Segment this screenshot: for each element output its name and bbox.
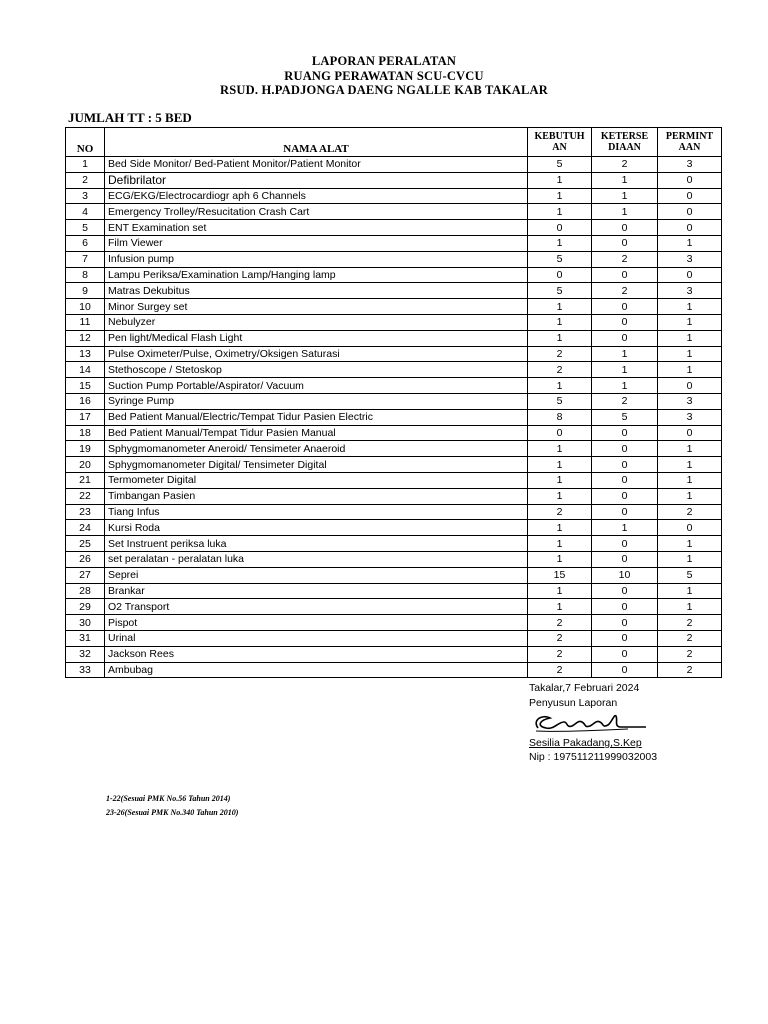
row-no: 1 (66, 157, 105, 173)
row-name: Lampu Periksa/Examination Lamp/Hanging lamp (105, 267, 528, 283)
report-date: Takalar,7 Februari 2024 (529, 682, 640, 694)
row-ketersediaan: 1 (592, 172, 658, 188)
row-kebutuhan: 2 (528, 615, 592, 631)
row-name: Pen light/Medical Flash Light (105, 330, 528, 346)
row-no: 29 (66, 599, 105, 615)
signature (528, 710, 648, 736)
footnote-2: 23-26(Sesuai PMK No.340 Tahun 2010) (106, 808, 239, 817)
table-row (66, 551, 722, 567)
row-kebutuhan: 1 (528, 188, 592, 204)
row-ketersediaan: 5 (592, 409, 658, 425)
row-name: Termometer Digital (105, 472, 528, 488)
row-no: 13 (66, 346, 105, 362)
row-permintaan: 1 (658, 299, 722, 315)
table-row (66, 662, 722, 678)
table-row (66, 378, 722, 394)
row-permintaan: 2 (658, 615, 722, 631)
row-kebutuhan: 1 (528, 520, 592, 536)
row-name: set peralatan - peralatan luka (105, 551, 528, 567)
row-no: 15 (66, 378, 105, 394)
row-no: 6 (66, 235, 105, 251)
row-permintaan: 1 (658, 235, 722, 251)
penyusun-label: Penyusun Laporan (529, 697, 618, 709)
table-row (66, 425, 722, 441)
row-ketersediaan: 0 (592, 551, 658, 567)
row-permintaan: 1 (658, 536, 722, 552)
table-row (66, 599, 722, 615)
row-name: Defibrilator (105, 172, 528, 188)
row-no: 21 (66, 472, 105, 488)
row-permintaan: 1 (658, 457, 722, 473)
row-no: 22 (66, 488, 105, 504)
table-row (66, 409, 722, 425)
row-ketersediaan: 0 (592, 472, 658, 488)
row-kebutuhan: 2 (528, 362, 592, 378)
table-row (66, 488, 722, 504)
row-no: 32 (66, 646, 105, 662)
row-permintaan: 5 (658, 567, 722, 583)
row-name: Jackson Rees (105, 646, 528, 662)
row-name: Set Instruent periksa luka (105, 536, 528, 552)
row-name: Ambubag (105, 662, 528, 678)
row-ketersediaan: 0 (592, 662, 658, 678)
row-ketersediaan: 0 (592, 441, 658, 457)
row-name: Bed Patient Manual/Tempat Tidur Pasien Manual (105, 425, 528, 441)
row-ketersediaan: 0 (592, 267, 658, 283)
table-row (66, 235, 722, 251)
row-kebutuhan: 1 (528, 551, 592, 567)
row-no: 25 (66, 536, 105, 552)
table-row (66, 157, 722, 173)
row-kebutuhan: 0 (528, 425, 592, 441)
row-name: Seprei (105, 567, 528, 583)
row-kebutuhan: 1 (528, 172, 592, 188)
row-permintaan: 1 (658, 346, 722, 362)
row-ketersediaan: 2 (592, 283, 658, 299)
row-no: 30 (66, 615, 105, 631)
row-name: Nebulyzer (105, 314, 528, 330)
row-kebutuhan: 15 (528, 567, 592, 583)
row-name: Stethoscope / Stetoskop (105, 362, 528, 378)
row-name: Timbangan Pasien (105, 488, 528, 504)
table-row (66, 615, 722, 631)
table-row (66, 583, 722, 599)
row-permintaan: 1 (658, 551, 722, 567)
row-ketersediaan: 1 (592, 362, 658, 378)
table-row (66, 362, 722, 378)
row-ketersediaan: 1 (592, 188, 658, 204)
row-ketersediaan: 0 (592, 299, 658, 315)
table-row (66, 393, 722, 409)
header-kebutuhan: KEBUTUH AN (528, 128, 592, 157)
row-ketersediaan: 0 (592, 235, 658, 251)
table-row (66, 314, 722, 330)
row-ketersediaan: 2 (592, 393, 658, 409)
row-kebutuhan: 2 (528, 662, 592, 678)
row-name: O2 Transport (105, 599, 528, 615)
table-row (66, 346, 722, 362)
table-row (66, 504, 722, 520)
table-row (66, 283, 722, 299)
row-permintaan: 3 (658, 393, 722, 409)
row-ketersediaan: 0 (592, 646, 658, 662)
row-name: Pispot (105, 615, 528, 631)
header-no: NO (66, 128, 105, 157)
row-kebutuhan: 2 (528, 504, 592, 520)
header-name: NAMA ALAT (105, 128, 528, 157)
row-kebutuhan: 1 (528, 472, 592, 488)
table-row (66, 457, 722, 473)
row-permintaan: 1 (658, 472, 722, 488)
row-ketersediaan: 1 (592, 520, 658, 536)
signer-nip: Nip : 197511211999032003 (529, 751, 658, 763)
signer-name: Sesilia Pakadang,S.Kep (529, 737, 642, 749)
row-no: 16 (66, 393, 105, 409)
row-permintaan: 0 (658, 378, 722, 394)
row-ketersediaan: 2 (592, 157, 658, 173)
row-kebutuhan: 2 (528, 646, 592, 662)
table-row (66, 567, 722, 583)
row-ketersediaan: 0 (592, 425, 658, 441)
row-no: 10 (66, 299, 105, 315)
row-name: Matras Dekubitus (105, 283, 528, 299)
row-kebutuhan: 5 (528, 283, 592, 299)
row-ketersediaan: 0 (592, 599, 658, 615)
table-row (66, 441, 722, 457)
row-permintaan: 1 (658, 330, 722, 346)
row-no: 17 (66, 409, 105, 425)
row-no: 20 (66, 457, 105, 473)
row-kebutuhan: 1 (528, 330, 592, 346)
table-row (66, 267, 722, 283)
row-no: 18 (66, 425, 105, 441)
row-permintaan: 1 (658, 583, 722, 599)
row-permintaan: 0 (658, 204, 722, 220)
row-ketersediaan: 1 (592, 346, 658, 362)
row-name: Tiang Infus (105, 504, 528, 520)
row-name: ECG/EKG/Electrocardiogr aph 6 Channels (105, 188, 528, 204)
table-row (66, 299, 722, 315)
row-kebutuhan: 5 (528, 251, 592, 267)
row-name: Film Viewer (105, 235, 528, 251)
row-permintaan: 1 (658, 488, 722, 504)
table-row (66, 204, 722, 220)
table-row (66, 630, 722, 646)
row-name: Sphygmomanometer Digital/ Tensimeter Digital (105, 457, 528, 473)
row-kebutuhan: 5 (528, 157, 592, 173)
row-kebutuhan: 1 (528, 235, 592, 251)
row-permintaan: 0 (658, 188, 722, 204)
row-kebutuhan: 1 (528, 599, 592, 615)
row-permintaan: 2 (658, 646, 722, 662)
footnote-1: 1-22(Sesuai PMK No.56 Tahun 2014) (106, 794, 231, 803)
table-row (66, 536, 722, 552)
table-row (66, 220, 722, 236)
row-permintaan: 1 (658, 362, 722, 378)
row-no: 28 (66, 583, 105, 599)
row-no: 5 (66, 220, 105, 236)
row-ketersediaan: 0 (592, 314, 658, 330)
row-kebutuhan: 5 (528, 393, 592, 409)
row-no: 8 (66, 267, 105, 283)
row-kebutuhan: 1 (528, 441, 592, 457)
header-ketersediaan: KETERSE DIAAN (592, 128, 658, 157)
row-permintaan: 0 (658, 425, 722, 441)
row-ketersediaan: 0 (592, 220, 658, 236)
report-title: LAPORAN PERALATAN (311, 54, 457, 68)
row-ketersediaan: 0 (592, 615, 658, 631)
row-kebutuhan: 1 (528, 488, 592, 504)
table-row (66, 188, 722, 204)
row-permintaan: 2 (658, 630, 722, 646)
row-name: Minor Surgey set (105, 299, 528, 315)
row-name: Bed Patient Manual/Electric/Tempat Tidur Pasien Electric (105, 409, 528, 425)
row-ketersediaan: 2 (592, 251, 658, 267)
row-permintaan: 1 (658, 599, 722, 615)
row-no: 3 (66, 188, 105, 204)
row-no: 11 (66, 314, 105, 330)
row-no: 24 (66, 520, 105, 536)
row-no: 27 (66, 567, 105, 583)
row-ketersediaan: 1 (592, 378, 658, 394)
row-permintaan: 0 (658, 220, 722, 236)
row-no: 4 (66, 204, 105, 220)
row-permintaan: 1 (658, 314, 722, 330)
table-row (66, 251, 722, 267)
table-row (66, 520, 722, 536)
row-no: 9 (66, 283, 105, 299)
row-kebutuhan: 1 (528, 457, 592, 473)
row-kebutuhan: 2 (528, 630, 592, 646)
row-no: 12 (66, 330, 105, 346)
row-ketersediaan: 0 (592, 583, 658, 599)
row-name: Kursi Roda (105, 520, 528, 536)
row-kebutuhan: 1 (528, 299, 592, 315)
row-no: 26 (66, 551, 105, 567)
room-title: RUANG PERAWATAN SCU-CVCU (284, 69, 484, 83)
row-permintaan: 1 (658, 441, 722, 457)
row-name: Suction Pump Portable/Aspirator/ Vacuum (105, 378, 528, 394)
row-permintaan: 2 (658, 504, 722, 520)
row-no: 14 (66, 362, 105, 378)
row-name: Brankar (105, 583, 528, 599)
row-name: Pulse Oximeter/Pulse, Oximetry/Oksigen Saturasi (105, 346, 528, 362)
bed-count: JUMLAH TT : 5 BED (68, 110, 192, 125)
row-kebutuhan: 1 (528, 583, 592, 599)
row-no: 31 (66, 630, 105, 646)
row-no: 7 (66, 251, 105, 267)
row-ketersediaan: 0 (592, 536, 658, 552)
hospital-title: RSUD. H.PADJONGA DAENG NGALLE KAB TAKALAR (219, 83, 549, 97)
row-kebutuhan: 1 (528, 314, 592, 330)
row-permintaan: 0 (658, 267, 722, 283)
table-row (66, 172, 722, 188)
row-kebutuhan: 1 (528, 378, 592, 394)
equipment-table (65, 127, 722, 678)
table-row (66, 646, 722, 662)
row-name: ENT Examination set (105, 220, 528, 236)
row-permintaan: 3 (658, 251, 722, 267)
row-kebutuhan: 8 (528, 409, 592, 425)
row-name: Emergency Trolley/Resucitation Crash Cart (105, 204, 528, 220)
row-name: Syringe Pump (105, 393, 528, 409)
row-name: Infusion pump (105, 251, 528, 267)
row-permintaan: 3 (658, 409, 722, 425)
row-ketersediaan: 0 (592, 488, 658, 504)
row-ketersediaan: 0 (592, 504, 658, 520)
row-kebutuhan: 1 (528, 204, 592, 220)
row-name: Sphygmomanometer Aneroid/ Tensimeter Anaeroid (105, 441, 528, 457)
row-no: 19 (66, 441, 105, 457)
row-permintaan: 0 (658, 520, 722, 536)
row-kebutuhan: 0 (528, 267, 592, 283)
table-row (66, 330, 722, 346)
row-permintaan: 3 (658, 283, 722, 299)
row-name: Bed Side Monitor/ Bed-Patient Monitor/Patient Monitor (105, 157, 528, 173)
row-ketersediaan: 0 (592, 630, 658, 646)
row-kebutuhan: 0 (528, 220, 592, 236)
table-row (66, 472, 722, 488)
table-header-row (66, 128, 722, 157)
row-ketersediaan: 1 (592, 204, 658, 220)
row-ketersediaan: 10 (592, 567, 658, 583)
row-ketersediaan: 0 (592, 330, 658, 346)
row-no: 23 (66, 504, 105, 520)
row-kebutuhan: 2 (528, 346, 592, 362)
header-permintaan: PERMINT AAN (658, 128, 722, 157)
row-permintaan: 3 (658, 157, 722, 173)
row-no: 33 (66, 662, 105, 678)
row-kebutuhan: 1 (528, 536, 592, 552)
row-no: 2 (66, 172, 105, 188)
row-permintaan: 0 (658, 172, 722, 188)
row-ketersediaan: 0 (592, 457, 658, 473)
row-name: Urinal (105, 630, 528, 646)
row-permintaan: 2 (658, 662, 722, 678)
